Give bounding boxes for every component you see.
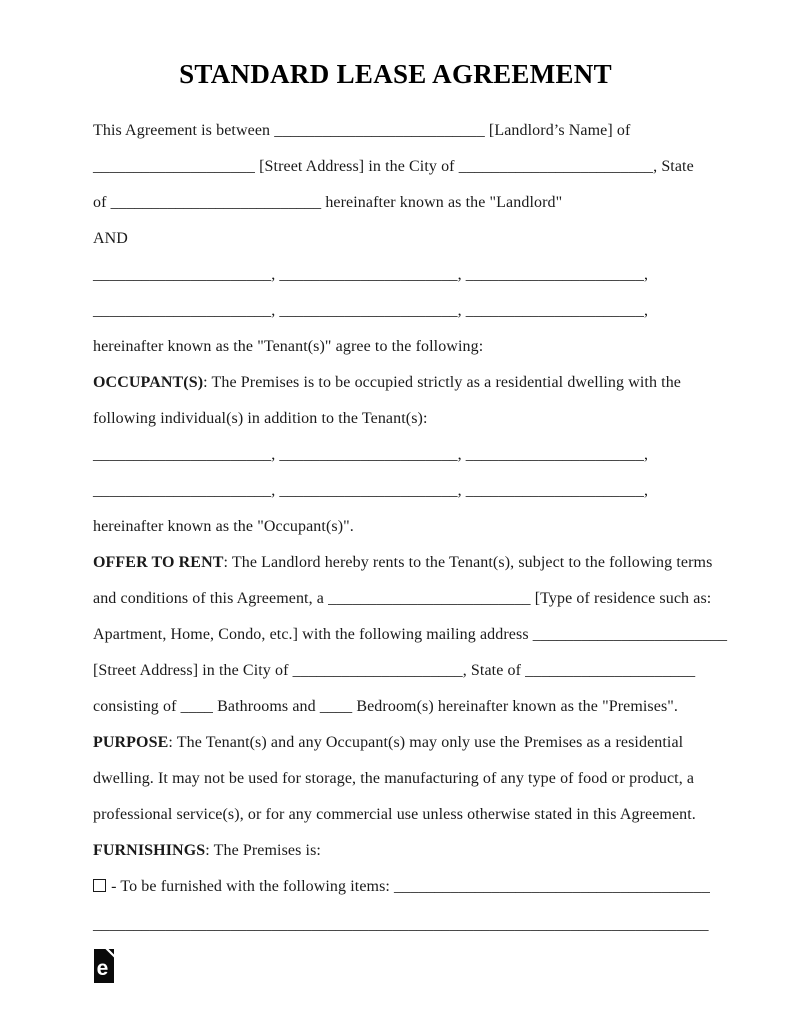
document-line xyxy=(93,437,699,473)
document-line xyxy=(93,581,712,617)
document-line xyxy=(93,293,699,329)
document-line xyxy=(93,689,699,725)
document-line xyxy=(93,185,699,221)
document-line xyxy=(93,797,699,833)
document-line xyxy=(93,257,699,293)
document-line xyxy=(93,545,713,581)
text-run: ______________________, ______________________, ______________________, xyxy=(93,446,649,463)
text-run: consisting of ____ Bathrooms and ____ Bedroom(s) hereinafter known as the "Premises". xyxy=(93,698,679,715)
document-body xyxy=(93,113,728,943)
text-run: : The Premises is to be occupied strictly as a residential dwelling with the xyxy=(203,374,682,391)
logo-letter: e xyxy=(96,957,109,980)
document-line xyxy=(93,761,699,797)
document-line xyxy=(93,365,699,401)
text-run: hereinafter known as the "Tenant(s)" agree to the following: xyxy=(93,338,484,355)
document-line xyxy=(93,653,699,689)
e-document-logo xyxy=(94,949,114,983)
text-run: ____________________ [Street Address] in the City of ________________________, State xyxy=(93,158,694,175)
document-line xyxy=(93,401,699,437)
text-run: [Street Address] in the City of _____________________, State of _____________________ xyxy=(93,662,696,679)
document-line xyxy=(93,113,699,149)
text-run: : The Tenant(s) and any Occupant(s) may only use the Premises as a residential xyxy=(168,734,684,751)
document-line xyxy=(93,329,699,365)
text-run: - To be furnished with the following items: _______________________________________ xyxy=(107,878,710,895)
text-run: ______________________, ______________________, ______________________, xyxy=(93,302,649,319)
section-label: FURNISHINGS xyxy=(93,842,206,859)
text-run: hereinafter known as the "Occupant(s)". xyxy=(93,518,354,535)
section-label: OFFER TO RENT xyxy=(93,554,224,571)
text-run: dwelling. It may not be used for storage, the manufacturing of any type of food or product, a xyxy=(93,770,695,787)
text-run: This Agreement is between __________________________ [Landlord’s Name] of xyxy=(93,122,631,139)
section-label: PURPOSE xyxy=(93,734,169,751)
furnishings-option-line xyxy=(93,869,710,905)
text-run: ______________________, ______________________, ______________________, xyxy=(93,266,649,283)
document-line xyxy=(93,149,699,185)
section-label: OCCUPANT(S) xyxy=(93,374,204,391)
document-line xyxy=(93,833,699,869)
document-line xyxy=(93,617,728,653)
text-run: and conditions of this Agreement, a _________________________ [Type of residence such as: xyxy=(93,590,712,607)
text-run: : The Landlord hereby rents to the Tenant(s), subject to the following terms xyxy=(223,554,713,571)
document-line xyxy=(93,221,699,257)
document-line xyxy=(93,473,699,509)
text-run: following individual(s) in addition to the Tenant(s): xyxy=(93,410,428,427)
text-run: professional service(s), or for any commercial use unless otherwise stated in this Agreement. xyxy=(93,806,696,823)
text-run: of __________________________ hereinafter known as the "Landlord" xyxy=(93,194,563,211)
document-title: STANDARD LEASE AGREEMENT xyxy=(179,59,612,89)
document-line xyxy=(93,907,709,943)
text-run: ____________________________________________________________________________ xyxy=(93,916,709,933)
document-line xyxy=(93,725,699,761)
document-line xyxy=(93,509,699,545)
text-run: : The Premises is: xyxy=(205,842,321,859)
text-run: Apartment, Home, Condo, etc.] with the following mailing address ________________________ xyxy=(93,626,728,643)
text-run: ______________________, ______________________, ______________________, xyxy=(93,482,649,499)
checkbox-icon xyxy=(93,879,106,892)
text-run: AND xyxy=(93,230,128,247)
